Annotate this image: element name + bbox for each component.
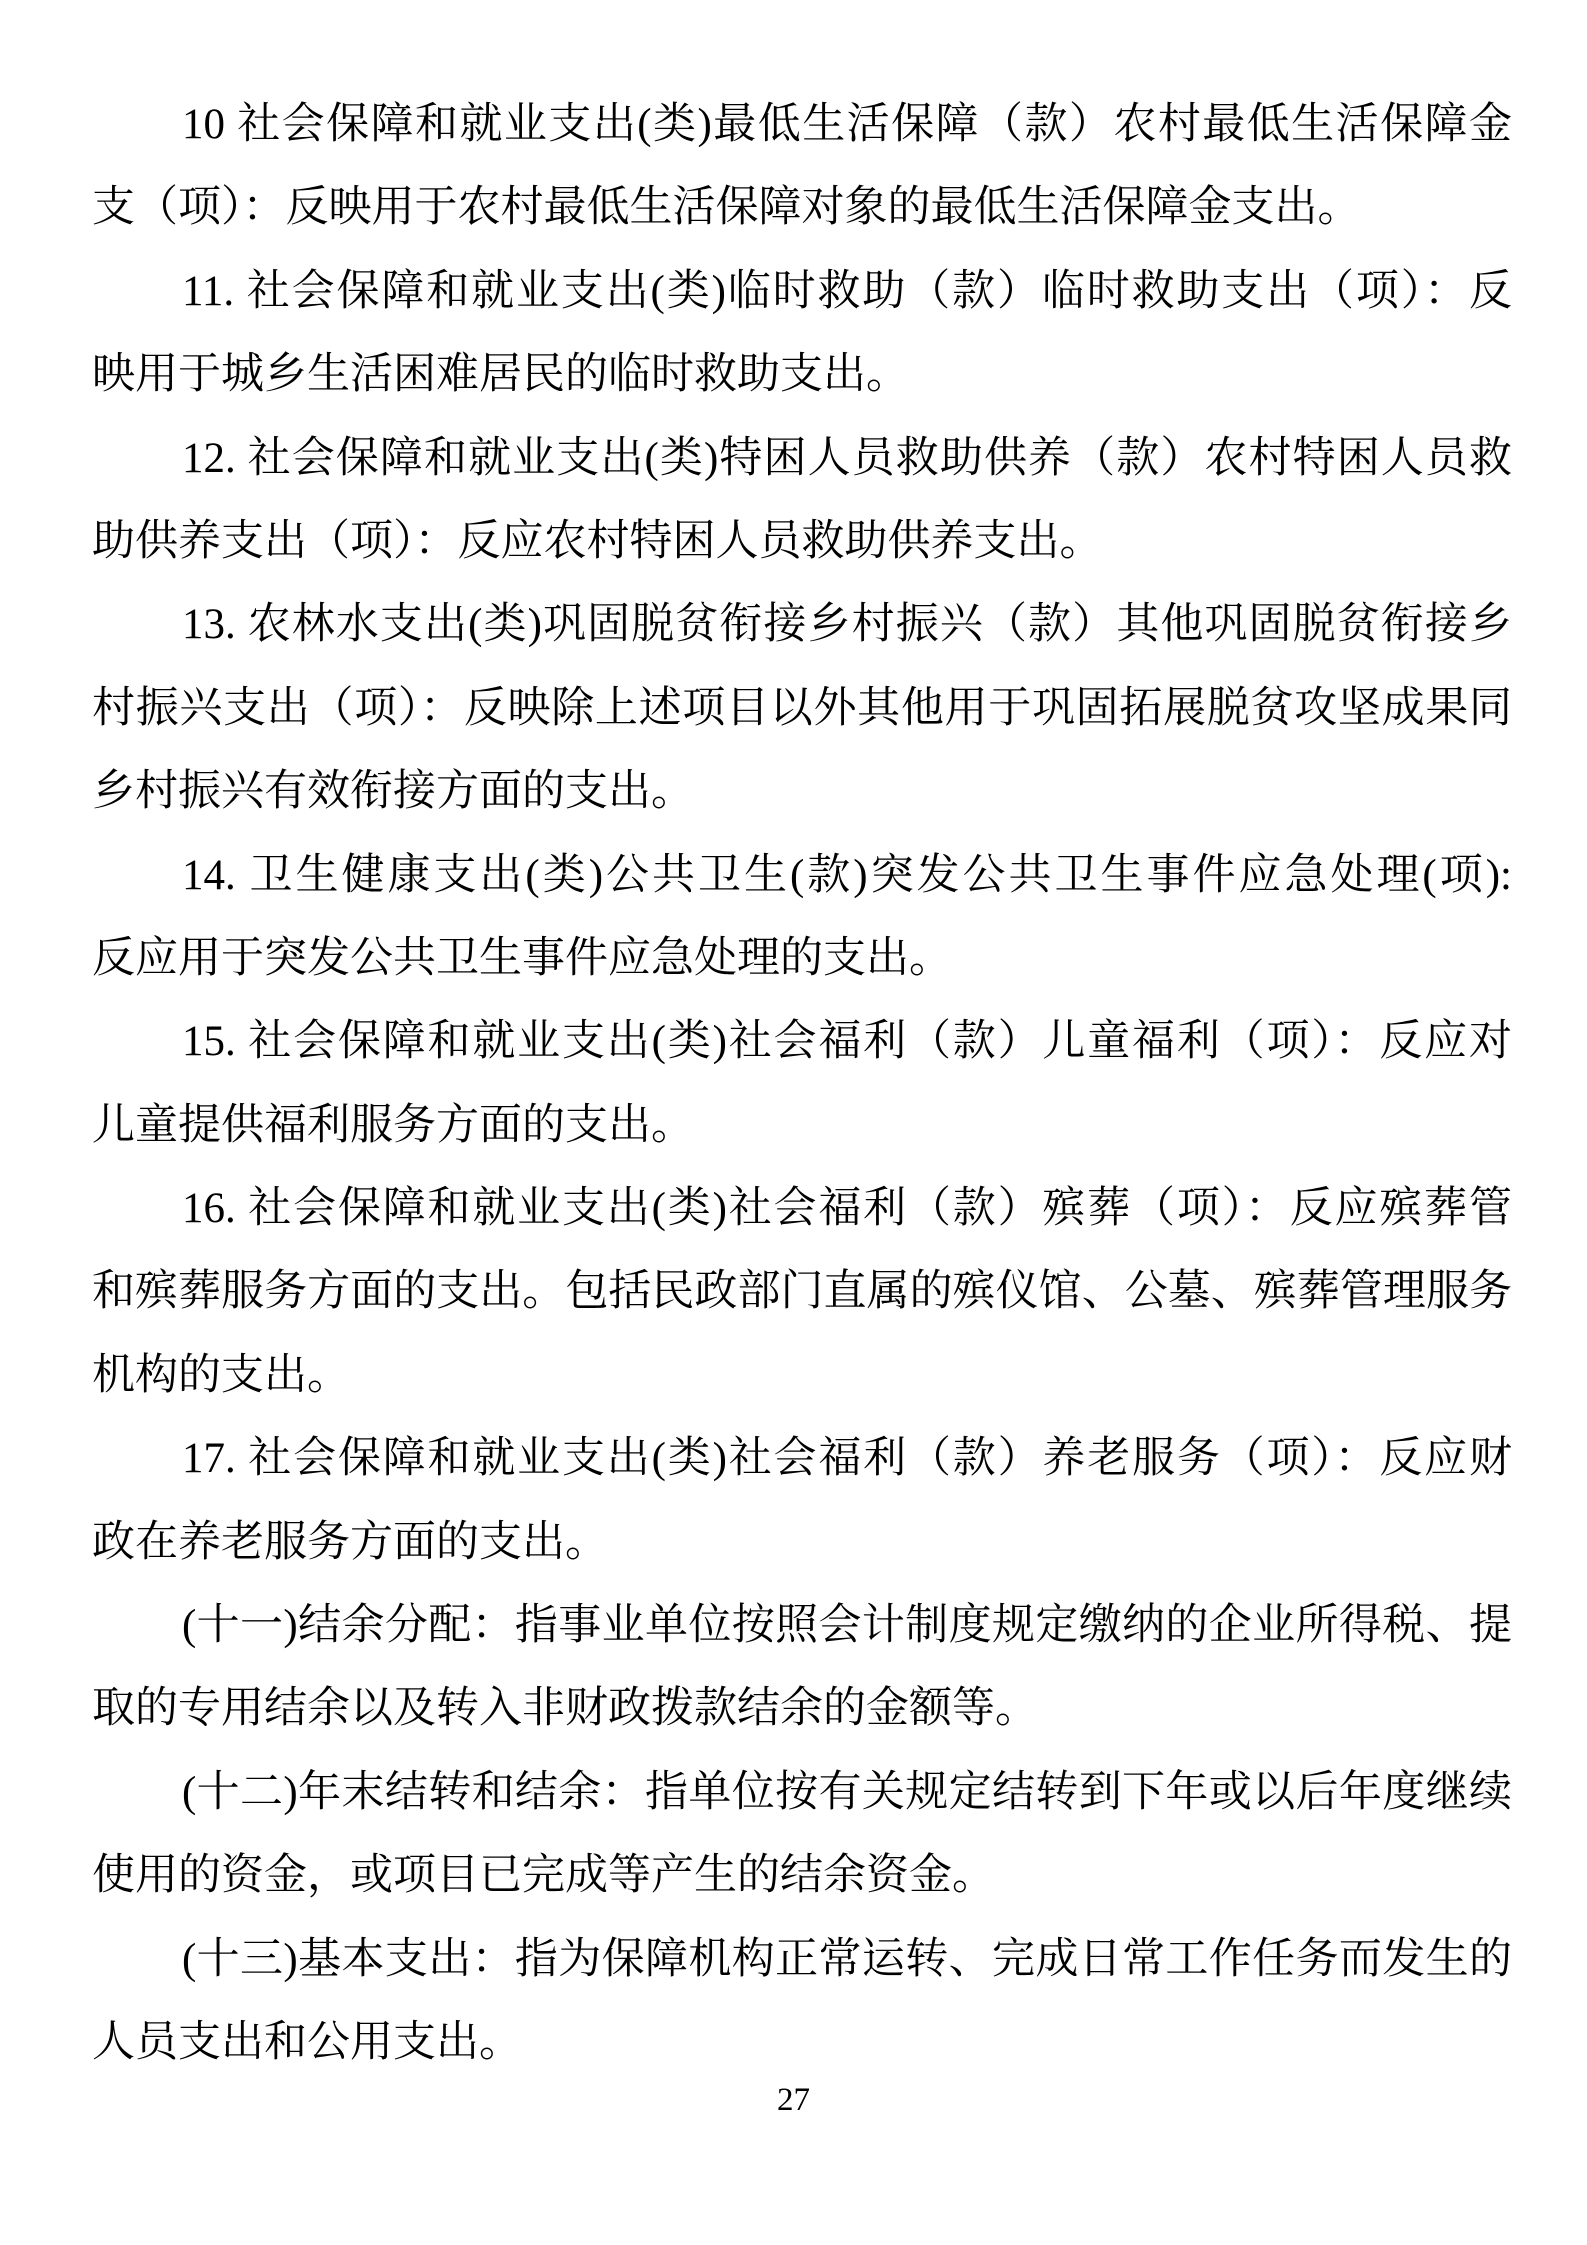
text-line: 映用于城乡生活困难居民的临时救助支出。 — [92, 351, 909, 399]
text-line: 12. 社会保障和就业支出(类)特困人员救助供养（款）农村特困人员救 — [182, 434, 1512, 482]
paragraph-item-17 — [92, 1417, 1512, 1584]
text-line: 儿童提供福利服务方面的支出。 — [92, 1101, 694, 1149]
paragraph-item-15 — [92, 1000, 1512, 1167]
paragraph-item-14 — [92, 834, 1512, 1001]
paragraph-note-shisan — [92, 1918, 1512, 2085]
text-line: 16. 社会保障和就业支出(类)社会福利（款）殡葬（项）：反应殡葬管 — [182, 1185, 1512, 1233]
paragraph-note-shiyi — [92, 1584, 1512, 1751]
text-line: 乡村振兴有效衔接方面的支出。 — [92, 768, 694, 816]
text-line: 15. 社会保障和就业支出(类)社会福利（款）儿童福利（项）：反应对 — [182, 1018, 1512, 1066]
text-line: 助供养支出（项）：反应农村特困人员救助供养支出。 — [92, 517, 1103, 565]
text-line: 14. 卫生健康支出(类)公共卫生(款)突发公共卫生事件应急处理(项): — [182, 851, 1512, 899]
document-body — [92, 83, 1512, 2084]
text-line: 使用的资金，或项目已完成等产生的结余资金。 — [92, 1852, 995, 1900]
page-number: 27 — [777, 2082, 810, 2118]
paragraph-item-12 — [92, 417, 1512, 584]
paragraph-item-11 — [92, 250, 1512, 417]
paragraph-item-16 — [92, 1167, 1512, 1417]
text-line: 17. 社会保障和就业支出(类)社会福利（款）养老服务（项）：反应财 — [182, 1435, 1512, 1483]
text-line: 取的专用结余以及转入非财政拨款结余的金额等。 — [92, 1685, 1038, 1733]
text-line: 政在养老服务方面的支出。 — [92, 1518, 608, 1566]
text-line: 13. 农林水支出(类)巩固脱贫衔接乡村振兴（款）其他巩固脱贫衔接乡 — [182, 601, 1512, 649]
paragraph-item-13 — [92, 583, 1512, 833]
text-line: 反应用于突发公共卫生事件应急处理的支出。 — [92, 934, 952, 982]
paragraph-item-10 — [92, 83, 1512, 250]
text-line: (十二)年末结转和结余：指单位按有关规定结转到下年或以后年度继续 — [182, 1768, 1512, 1816]
text-line: 11. 社会保障和就业支出(类)临时救助（款）临时救助支出（项）：反 — [182, 267, 1512, 315]
paragraph-note-shier — [92, 1751, 1512, 1918]
text-line: 支（项）：反映用于农村最低生活保障对象的最低生活保障金支出。 — [92, 184, 1361, 232]
text-line: 村振兴支出（项）：反映除上述项目以外其他用于巩固拓展脱贫攻坚成果同 — [92, 684, 1512, 732]
text-line: 机构的支出。 — [92, 1351, 350, 1399]
text-line: 和殡葬服务方面的支出。包括民政部门直属的殡仪馆、公墓、殡葬管理服务 — [92, 1268, 1512, 1316]
text-line: 人员支出和公用支出。 — [92, 2018, 522, 2066]
text-line: (十三)基本支出：指为保障机构正常运转、完成日常工作任务而发生的 — [182, 1935, 1512, 1983]
text-line: (十一)结余分配：指事业单位按照会计制度规定缴纳的企业所得税、提 — [182, 1602, 1512, 1650]
text-line: 10 社会保障和就业支出(类)最低生活保障（款）农村最低生活保障金 — [182, 101, 1512, 148]
